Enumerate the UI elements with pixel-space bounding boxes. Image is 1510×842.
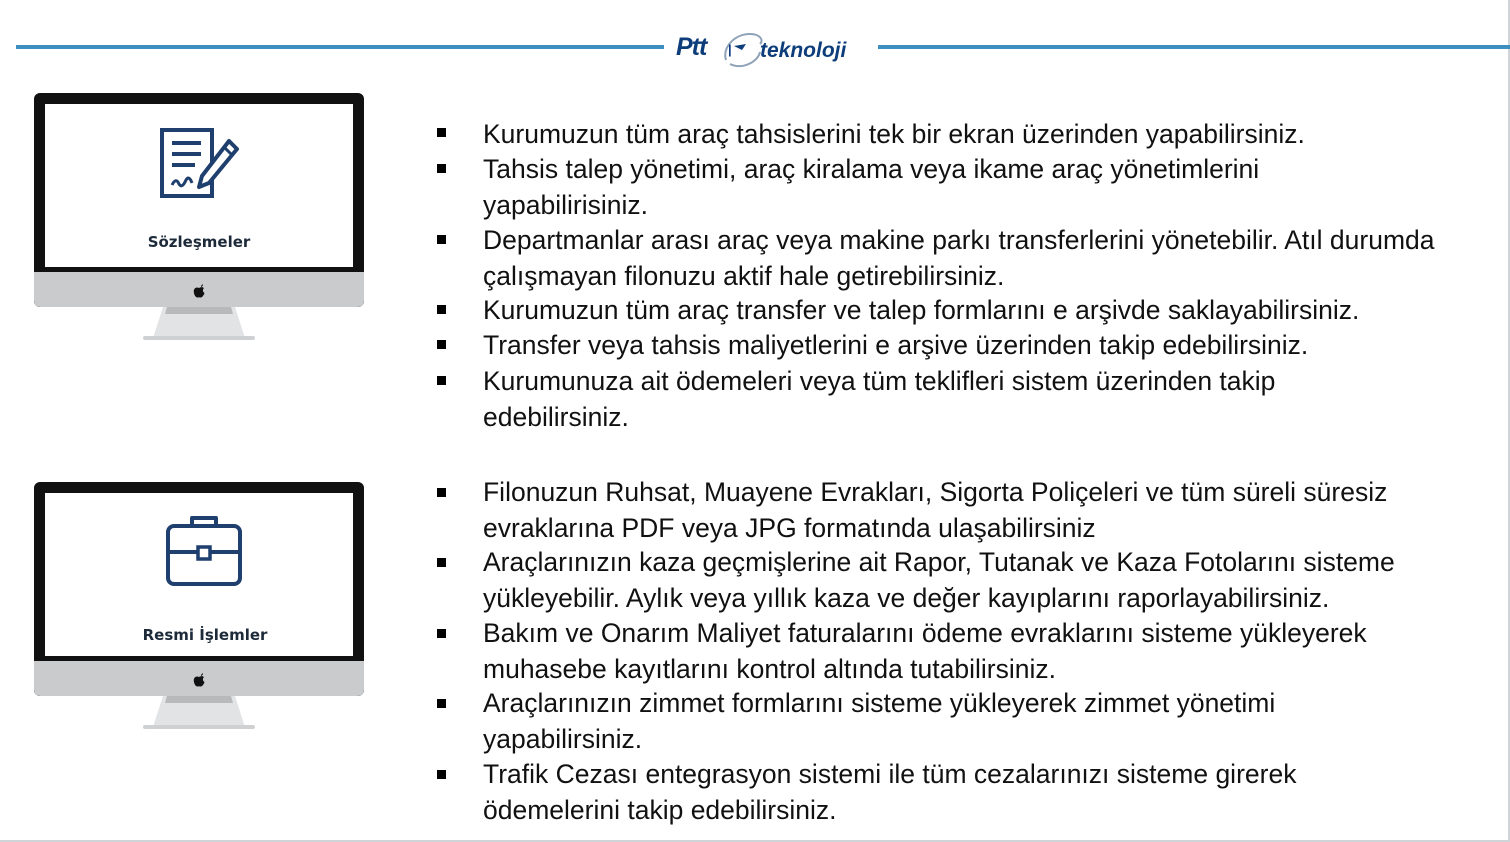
apple-logo-icon: [193, 284, 205, 298]
bullet-item: Filonuzun Ruhsat, Muayene Evrakları, Sigorta Poliçeleri ve tüm süreli süresiz evraklarına PDF veya JPG formatında ulaşabilirsiniz: [483, 477, 1388, 543]
monitor-resmi-islemler: [33, 481, 365, 733]
bullet-item: Araçlarınızın zimmet formlarını sisteme yükleyerek zimmet yönetimi yapabilirsiniz.: [483, 688, 1276, 754]
monitor-sozlesmeler: [33, 92, 365, 344]
bullet-marker: [437, 305, 446, 314]
bullet-marker: [437, 699, 446, 708]
monitor-label: Resmi İşlemler: [142, 626, 268, 644]
bullet-marker: [437, 164, 446, 173]
bullet-marker: [437, 558, 446, 567]
header-rule-right: [878, 45, 1510, 49]
bullet-item: Araçlarınızın kaza geçmişlerine ait Rapor, Tutanak ve Kaza Fotolarını sisteme yükleyebilir. Aylık veya yıllık kaza ve değer kayıplarını raporlayabilirsiniz.: [483, 547, 1395, 613]
bullet-marker: [437, 376, 446, 385]
bullet-item: Bakım ve Onarım Maliyet faturalarını ödeme evraklarını sisteme yükleyerek muhasebe kayıtlarını kontrol altında tutabilirsiniz.: [483, 618, 1367, 684]
bullet-marker: [437, 629, 446, 638]
monitor-label: Sözleşmeler: [147, 233, 251, 251]
bullet-item: Kurumuzun tüm araç tahsislerini tek bir ekran üzerinden yapabilirsiniz.: [483, 119, 1305, 149]
bullet-item: Kurumuzun tüm araç transfer ve talep formlarını e arşivde saklayabilirsiniz.: [483, 295, 1360, 325]
bullet-item: Trafik Cezası entegrasyon sistemi ile tüm cezalarınızı sisteme girerek ödemelerini takip edebilirsiniz.: [483, 759, 1297, 825]
ptt-swoosh-icon: [720, 30, 764, 70]
header-rule-left: [16, 45, 664, 49]
bullet-marker: [437, 235, 446, 244]
ptt-teknoloji-logo: [676, 30, 866, 70]
bullet-item: Transfer veya tahsis maliyetlerini e arşive üzerinden takip edebilirsiniz.: [483, 330, 1309, 360]
bullet-marker: [437, 340, 446, 349]
briefcase-icon: [165, 514, 243, 590]
bullet-item: Kurumunuza ait ödemeleri veya tüm teklifleri sistem üzerinden takip edebilirsiniz.: [483, 366, 1276, 432]
logo-suffix: teknoloji: [760, 39, 847, 62]
bullet-marker: [437, 128, 446, 137]
svg-text:|: |: [728, 42, 732, 57]
apple-logo-icon: [193, 673, 205, 687]
bullet-marker: [437, 488, 446, 497]
logo-brand: Ptt: [676, 33, 707, 61]
contract-document-pen-icon: [159, 127, 239, 207]
bullet-item: Tahsis talep yönetimi, araç kiralama veya ikame araç yönetimlerini yapabilirisiniz.: [483, 154, 1260, 220]
bullet-marker: [437, 770, 446, 779]
bullet-item: Departmanlar arası araç veya makine parkı transferlerini yönetebilir. Atıl durumda çalışmayan filonuzu aktif hale getirebilirsiniz.: [483, 225, 1435, 291]
